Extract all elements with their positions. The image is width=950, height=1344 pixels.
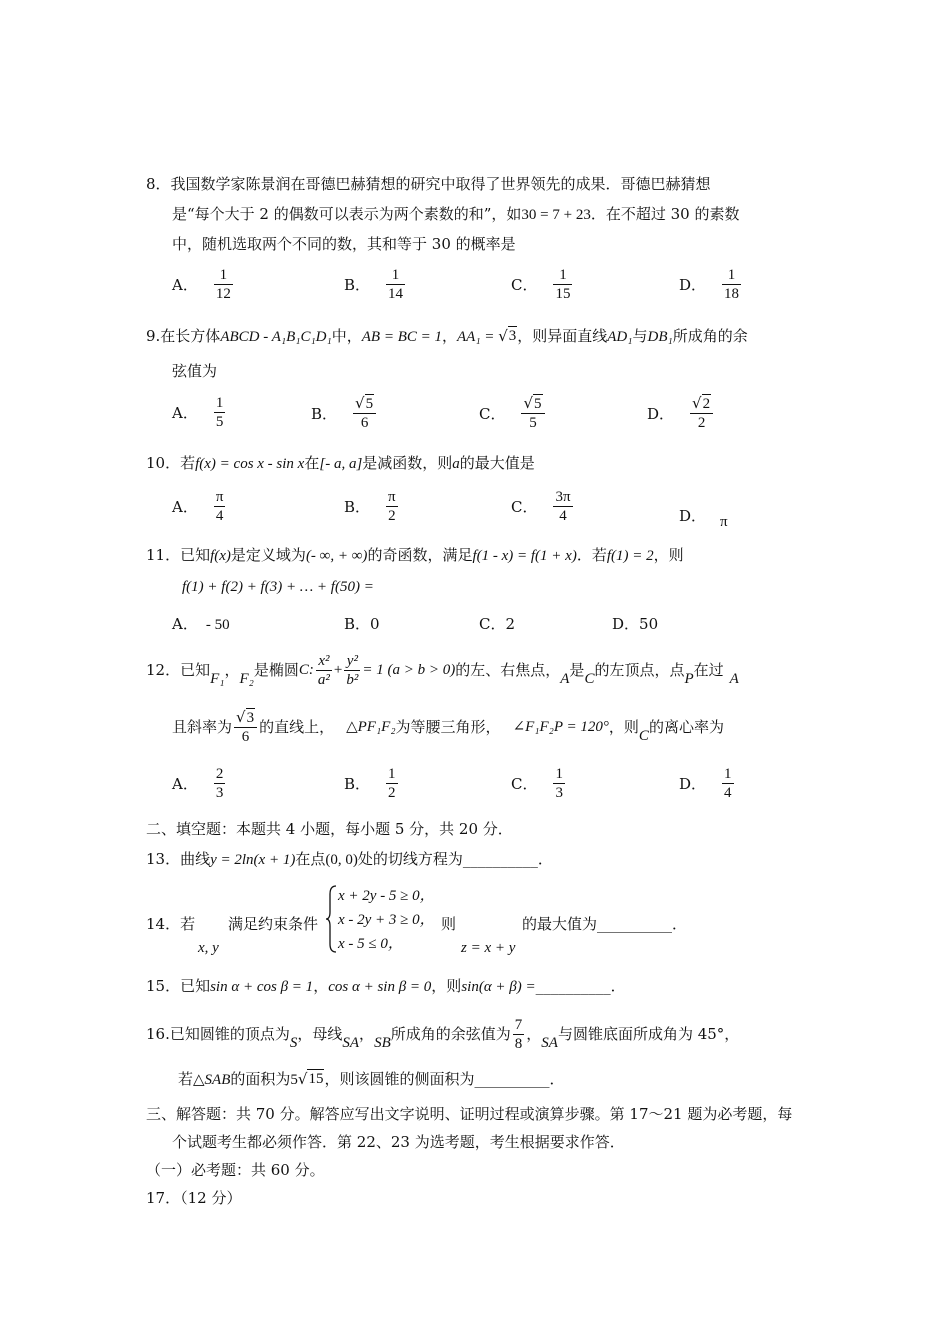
q15-text-b: ， [313,977,329,995]
q12-point-a2: A [729,671,739,687]
q16-text-e: ， [526,1025,542,1043]
q16-text-d: 所成角的余弦值为 [390,1025,511,1043]
q9-math-box: ABCD - A₁B₁C₁D₁ [220,329,332,345]
q16-text-l2b: 的面积为 [230,1070,291,1088]
q10-option-b [344,488,400,525]
option-label: A． [172,404,198,422]
option-fraction: $\frac{3\pi}{4}$ [555,489,571,524]
option-fraction: $\frac{1}{18}$ [724,267,740,302]
q15-text-a: 15．已知 [146,977,211,995]
option-label: C． [479,404,506,423]
option-fraction: $\frac{1}{2}$ [388,766,396,801]
q11-text-d: ．若 [576,546,607,564]
q8-line-3: 中，随机选取两个不同的数，其和等于 30 的概率是 [172,235,516,253]
option-label: B． [344,498,371,516]
q12-slope-fraction: √ 3 6 [234,708,257,746]
q16-text-l2a: 若△ [178,1070,205,1088]
q12-text-l2c: 为等腰三角形， [395,718,501,736]
q11-text-c: 的奇函数，满足 [367,546,473,564]
q12-text-f: 的左顶点，点 [594,661,685,679]
q12-eq: = 1 (a > b > 0) [362,662,456,678]
option-label: D． [647,404,675,423]
q16-text-l2c: ，则该圆锥的侧面积为 [324,1070,475,1088]
section-2-heading: 二、填空题：本题共 4 小题，每小题 5 分，共 20 分． [146,820,513,838]
option-fraction: $\frac{1}{4}$ [724,766,732,801]
q14-text-b: 满足约束条件 [228,915,319,933]
q10-math-f: f(x) = cos x - sin x [195,456,305,472]
option-fraction: $\frac{1}{15}$ [555,267,571,302]
q9-sqrt: √ 3 [498,327,517,345]
q12-option-b [344,765,400,802]
q12-curve-c2: C [638,728,649,744]
q13-text-d: ． [537,850,553,868]
q11-text-a: 11．已知 [146,546,211,564]
q11-option-d [612,614,658,634]
q14-text-d [522,914,687,934]
q16-answer-blank: __________ [474,1070,550,1088]
q14-answer-blank: __________ [597,915,673,933]
q9-math-aa1: AA₁ = [457,329,499,345]
q16-coef: 5 [290,1072,298,1088]
q8-option-a [172,266,235,303]
q16-cos-fraction: $\frac{7}{8}$ [514,1016,523,1052]
q12-sep: ， [224,661,240,679]
option-label: A． [172,775,198,793]
q9-text-a: 9.在长方体 [146,327,221,345]
q12-text-g: 在过 [693,661,724,679]
option-label: D． [612,615,640,633]
q12-angle: ∠F₁F₂P = 120° [512,719,609,735]
q11-math-domain: (- ∞, + ∞) [305,548,368,564]
q9-text-b: 中， [331,327,362,345]
q12-f1: F₁ [210,671,225,687]
q9-option-d [647,394,715,432]
option-fraction: $\frac{1}{3}$ [555,766,563,801]
q15-math-1: sin α + cos β = 1 [210,979,314,995]
q16-text-b: ，母线 [297,1025,343,1043]
q16-triangle-sab: SAB [204,1072,231,1088]
q11-text-b: 是定义域为 [230,546,306,564]
q16-text-f: 与圆锥底面所成角为 45°， [557,1025,740,1043]
q14-text-e: ． [672,915,688,933]
section-3-line-2: 个试题考生都必须作答．第 22、23 为选考题，考生根据要求作答． [172,1133,625,1151]
option-fraction: $\frac{1}{14}$ [388,267,404,302]
q12-text-a: 12．已知 [146,661,211,679]
q12-c: C: [298,662,314,678]
q11-math-f: f(x) [210,548,231,564]
option-label: C． [511,775,538,793]
option-label: D． [679,507,707,525]
q8-text-b: ．在不超过 30 的素数 [590,205,740,223]
option-value: 2 [505,615,516,633]
option-fraction: $\frac{1}{12}$ [215,267,231,302]
q12-text-d: 的左、右焦点， [455,661,561,679]
q12-text-l2b: 的直线上， [259,718,335,736]
q12-text-l2d: ，则 [608,718,639,736]
q16-sa: SA [342,1035,360,1051]
q9-math-db1: DB₁ [647,329,673,345]
q16-vertex-s: S [289,1035,298,1051]
q14-brace [326,884,338,954]
option-fraction: $\frac{\pi}{2}$ [388,489,396,524]
q12-option-d [679,765,736,802]
q14-text-a: 14．若 [146,915,196,933]
q15-line [146,976,626,997]
q11-math-f1: f(1) = 2 [606,548,654,564]
option-fraction: √ 2 2 [690,394,713,432]
q11-option-a [172,614,230,635]
q9-option-c [479,394,547,432]
option-label: A． [172,276,198,294]
q9-math-ab: AB = BC = 1 [361,329,442,345]
q16-text-l2d: ． [549,1070,565,1088]
q9-option-a [172,394,227,431]
q10-text-d: 的最大值是 [459,454,535,472]
option-label: A． [172,615,198,633]
q13-text-c: 处的切线方程为 [357,850,463,868]
option-label: A． [172,498,198,516]
q9-line-2: 弦值为 [172,362,218,380]
q10-line-1 [146,453,535,474]
option-label: D． [679,775,707,793]
q14-constraint-2: x - 2y + 3 ≥ 0， [338,912,435,928]
q10-option-c [511,488,575,525]
option-fraction: $\frac{\pi}{4}$ [215,489,224,524]
q12-line-2 [172,704,724,750]
section-3-required-heading: （一）必考题：共 60 分。 [146,1161,325,1179]
q9-text-d: ，则异面直线 [517,327,608,345]
option-value: π [720,514,728,530]
option-label: B． [344,276,371,294]
option-label: D． [679,276,707,294]
q9-text-e: 与 [632,327,648,345]
q12-point-p: P [684,671,694,687]
q12-y-fraction: $\frac{\text{y²}}{\text{b²}}$ [346,652,359,688]
option-value: 50 [639,615,659,633]
q11-option-c [479,614,515,634]
q8-equation: 30 = 7 + 23 [521,207,591,223]
q13-text-b: 在点 [295,850,326,868]
q13-text-a: 13．曲线 [146,850,211,868]
q14-text-c: 则 [441,915,457,933]
q15-text-c: ，则 [431,977,462,995]
q12-text-e: 是 [569,661,585,679]
q10-math-a: a [452,456,460,472]
q15-text-d: ． [610,977,626,995]
q11-line-1 [146,545,684,566]
q16-text-a: 16.已知圆锥的顶点为 [146,1025,290,1043]
q11-math-sym: f(1 - x) = f(1 + x) [472,548,577,564]
q14-constraint-3: x - 5 ≤ 0， [338,936,403,952]
q14-vars: x, y [198,940,219,956]
option-label: B． [344,615,371,633]
q10-text-c: 是减函数，则 [362,454,453,472]
q8-option-b [344,266,407,303]
q12-text-b: 是椭圆 [253,661,299,679]
q11-line-2: f(1) + f(2) + f(3) + … + f(50) = [182,579,374,595]
option-value: 0 [370,615,380,633]
q12-x-fraction: $\frac{\text{x²}}{\text{a²}}$ [317,652,330,688]
q12-text-l2a: 且斜率为 [172,718,233,736]
q16-sqrt: √ 15 [297,1070,324,1088]
q13-answer-blank: __________ [462,850,538,868]
q9-option-b [311,394,378,432]
q16-sa2: SA [541,1035,558,1051]
q10-text-b: 在 [304,454,320,472]
option-label: C． [511,498,538,516]
q14-text-d-label: 的最大值为 [522,915,598,933]
q12-option-a [172,765,227,802]
q9-line-1 [146,326,748,347]
q8-line-2 [172,204,739,225]
q11-option-b [344,614,380,634]
q9-text-c: ， [442,327,458,345]
q14-objective: z = x + y [461,940,516,956]
q12-curve-c: C [584,671,595,687]
q12-plus: + [333,662,343,678]
q10-math-interval: [- a, a] [319,456,363,472]
q10-option-d [679,500,728,531]
q8-option-d [679,266,743,303]
q14-constraint-1: x + 2y - 5 ≥ 0， [338,888,435,904]
q16-sb: SB [374,1035,391,1051]
q12-point-a: A [560,671,570,687]
option-label: C． [479,615,506,633]
option-label: B． [311,404,338,423]
q12-f2: F₂ [239,671,254,687]
q16-line-1 [146,1012,739,1056]
option-fraction: $\frac{1}{5}$ [215,395,224,430]
q13-math-point: (0, 0) [325,852,358,868]
q15-math-2: cos α + sin β = 0 [328,979,432,995]
q10-text-a: 10．若 [146,454,196,472]
q12-line-1 [146,648,739,692]
q9-math-ad1: AD₁ [607,329,633,345]
q12-option-c [511,765,567,802]
q13-line [146,849,553,870]
q17-heading: 17．（12 分） [146,1189,242,1207]
q16-text-c: ， [359,1025,375,1043]
q11-text-e: ，则 [653,546,684,564]
q15-answer-blank: __________ [535,977,611,995]
q10-option-a [172,488,227,525]
option-fraction: √ 5 6 [353,394,376,432]
option-fraction: √ 5 5 [521,394,544,432]
section-3-line-1: 三、解答题：共 70 分。解答应写出文字说明、证明过程或演算步骤。第 17～21 题为必考题，每 [146,1105,793,1123]
q12-triangle: △PF₁F₂ [346,719,396,735]
q9-text-f: 所成角的余 [672,327,748,345]
option-label: B． [344,775,371,793]
q12-text-l2e: 的离心率为 [648,718,724,736]
option-label: C． [511,276,538,294]
q8-text-a: 是“每个大于 2 的偶数可以表示为两个素数的和”，如 [172,205,522,223]
option-fraction: $\frac{2}{3}$ [215,766,224,801]
q16-line-2 [178,1069,564,1090]
q8-option-c [511,266,574,303]
option-value: - 50 [205,617,230,633]
q13-math-curve: y = 2ln(x + 1) [210,852,296,868]
q8-line-1: 8．我国数学家陈景润在哥德巴赫猜想的研究中取得了世界领先的成果．哥德巴赫猜想 [146,175,711,193]
q15-math-3: sin(α + β) = [461,979,536,995]
